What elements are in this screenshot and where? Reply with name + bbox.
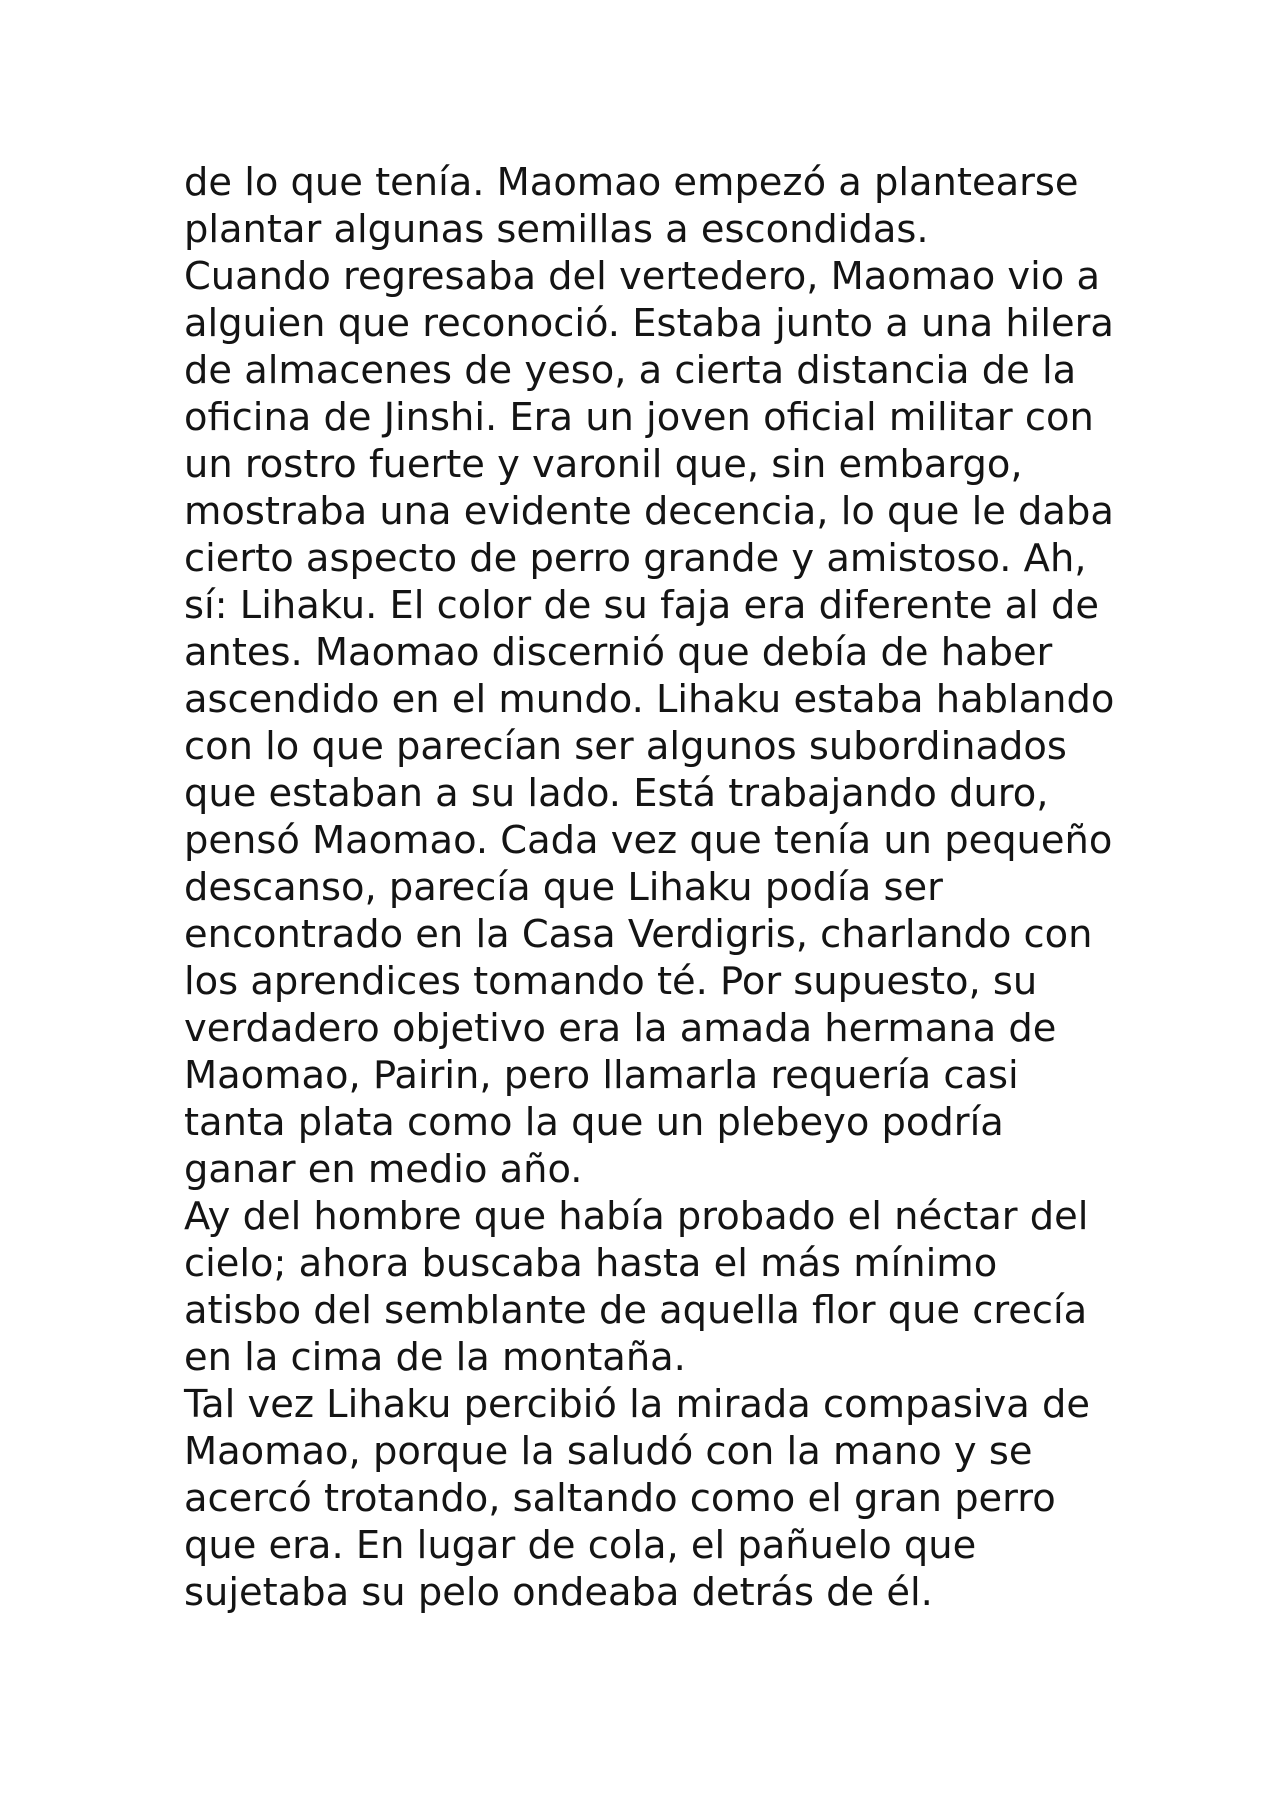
paragraph-1: de lo que tenía. Maomao empezó a plantearse plantar algunas semillas a escondidas. [184, 160, 1079, 252]
paragraph-3: Ay del hombre que había probado el néctar del cielo; ahora buscaba hasta el más mínimo atisbo del semblante de aquella flor que crecía en la cima de la montaña. [184, 1194, 1089, 1380]
document-page [184, 159, 1124, 1616]
paragraph-2: Cuando regresaba del vertedero, Maomao vio a alguien que reconoció. Estaba junto a una hilera de almacenes de yeso, a cierta distancia de la oficina de Jinshi. Era un joven oficial militar con un rostro fuerte y varonil que, sin embargo, mostraba una evidente decencia, lo que le daba cierto aspecto de perro grande y amistoso. Ah, sí: Lihaku. El color de su faja era diferente al de antes. Maomao discernió que debía de haber ascendido en el mundo. Lihaku estaba hablando con lo que parecían ser algunos subordinados que estaban a su lado. Está trabajando duro, pensó Maomao. Cada vez que tenía un pequeño descanso, parecía que Lihaku podía ser encontrado en la Casa Verdigris, charlando con los aprendices tomando té. Por supuesto, su verdadero objetivo era la amada hermana de Maomao, Pairin, pero llamarla requería casi tanta plata como la que un plebeyo podría ganar en medio año. [184, 254, 1115, 1192]
paragraph-4: Tal vez Lihaku percibió la mirada compasiva de Maomao, porque la saludó con la mano y se acercó trotando, saltando como el gran perro que era. En lugar de cola, el pañuelo que sujetaba su pelo ondeaba detrás de él. [184, 1382, 1090, 1615]
